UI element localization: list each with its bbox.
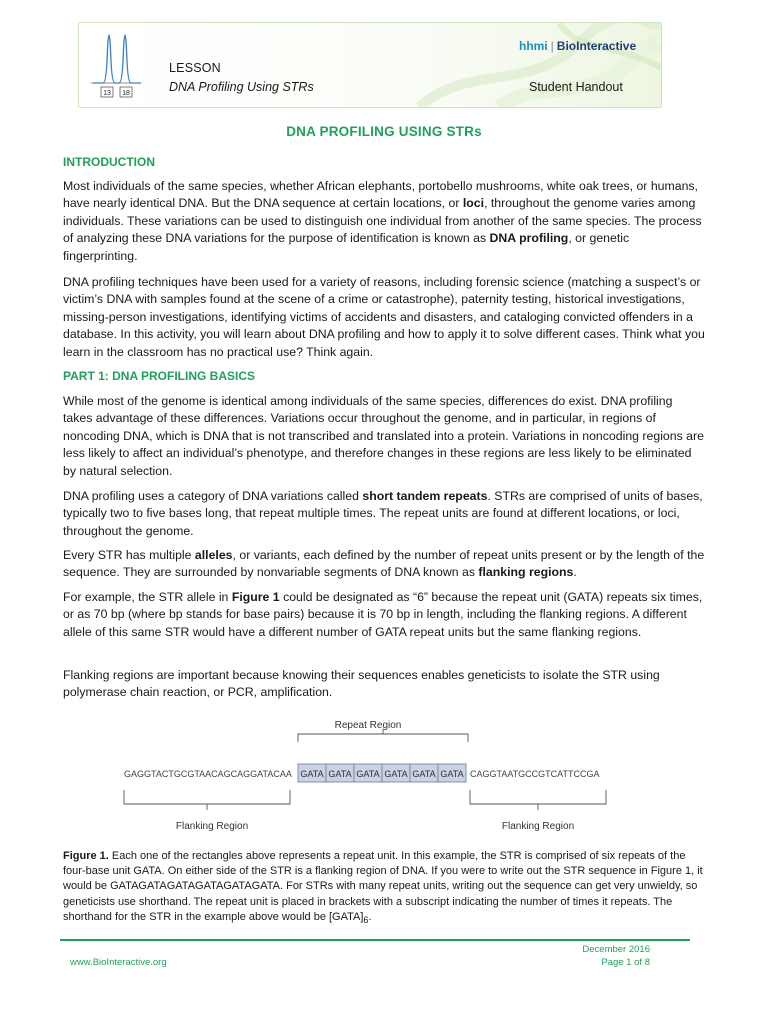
- bold-term: short tandem repeats: [362, 489, 488, 503]
- part1-paragraph-1: While most of the genome is identical among individuals of the same species, differences do exist. DNA profiling takes advantage of these differences. Variations occur throughout the genome, and in particular, in regions of noncoding DNA, which is DNA that is not transcribed and translated into a protein. Variations in noncoding regions are less likely to affect an individual’s phenotype, and therefore changes in these regions are less likely to be eliminated by natural selection.: [63, 394, 704, 478]
- peak-label-2: 18: [122, 90, 130, 97]
- bold-term: alleles: [194, 548, 233, 562]
- right-flank-label: Flanking Region: [501, 821, 575, 832]
- part1-paragraph-5: Flanking regions are important because knowing their sequences enables geneticists to isolate the STR using polymerase chain reaction, or PCR, amplification.: [63, 668, 660, 700]
- bold-term: loci: [462, 196, 485, 211]
- repeat-unit-label: GATA: [384, 769, 408, 779]
- footer-divider: [60, 939, 690, 941]
- peak-label-1: 13: [103, 90, 111, 97]
- right-flank-bracket: [470, 790, 606, 804]
- brand-biointeractive: BioInteractive: [556, 39, 637, 53]
- figure-1-str-diagram: [118, 712, 618, 842]
- brand-separator: |: [550, 39, 554, 53]
- repeat-region-bracket: [298, 734, 468, 742]
- right-flank-sequence: CAGGTAATGCCGTCATTCCGA: [470, 769, 600, 779]
- part1-heading: PART 1: DNA PROFILING BASICS: [63, 369, 256, 383]
- brand-logo: [519, 39, 636, 53]
- part1-paragraph-3: Every STR has multiple alleles, or variants, each defined by the number of repeat units present or by the length of the sequence. They are surrounded by nonvariable segments of DNA known as flanking regions.: [63, 548, 705, 580]
- caption-text: Each one of the rectangles above represents a repeat unit. In this example, the STR is comprised of six repeats of the four-base unit GATA. On either side of the STR is a flanking region of DNA. If you were to write out the STR sequence in Figure 1, it would be GATAGATAGATAGATAGATAGATA. For STRs with many repeat units, writing out the sequence can get very unwieldy, so geneticists use shorthand. The repeat unit is placed in brackets with a subscript indicating the number of times it repeats. The shorthand for the STR in the example above would be [GATA]: [63, 850, 703, 923]
- brand-hhmi: hhmi: [519, 39, 548, 53]
- str-peaks-icon: [89, 31, 143, 99]
- left-flank-bracket: [124, 790, 290, 804]
- left-flank-label: Flanking Region: [175, 821, 249, 832]
- handout-label: Student Handout: [529, 80, 623, 94]
- part1-paragraph-4: For example, the STR allele in Figure 1 could be designated as “6” because the repeat unit (GATA) repeats six times, or as 70 bp (where bp stands for base pairs) because it is 70 bp in length, including the flanking regions. A different allele of this same STR would have a different number of GATA repeat units but the same flanking regions.: [63, 590, 703, 639]
- intro-paragraph-1: Most individuals of the same species, whether African elephants, portobello mushrooms, white oak trees, or humans, have nearly identical DNA. But the DNA sequence at certain locations, or loci, throughout the genome varies among individuals. These variations can be used to distinguish one individual from another of the same species. The process of analyzing these DNA variations for the purpose of identification is known as DNA profiling, or genetic fingerprinting.: [63, 179, 702, 263]
- repeat-unit-label: GATA: [440, 769, 464, 779]
- bold-term: Figure 1: [231, 590, 280, 604]
- footer-website-link[interactable]: www.BioInteractive.org: [70, 957, 167, 968]
- bold-term: DNA profiling: [489, 231, 569, 246]
- intro-heading: INTRODUCTION: [63, 155, 155, 169]
- repeat-unit-label: GATA: [412, 769, 436, 779]
- bold-term: flanking regions: [478, 565, 574, 580]
- page-header: [78, 22, 662, 108]
- document-title: DNA PROFILING USING STRs: [286, 124, 482, 139]
- part1-paragraph-2: DNA profiling uses a category of DNA variations called short tandem repeats. STRs are comprised of units of bases, typically two to five bases long, that repeat multiple times. The repeat units are found at different locations, or loci, throughout the genome.: [63, 489, 703, 538]
- caption-subscript: 6: [363, 915, 369, 925]
- caption-end: .: [368, 910, 372, 923]
- repeat-unit-label: GATA: [356, 769, 380, 779]
- decorative-swirl: [379, 23, 661, 107]
- footer-page-number: Page 1 of 8: [601, 957, 650, 968]
- repeat-units: [298, 764, 466, 782]
- left-flank-sequence: GAGGTACTGCGTAACAGCAGGATACAA: [124, 769, 292, 779]
- lesson-title: DNA Profiling Using STRs: [169, 80, 314, 94]
- lesson-label: LESSON: [169, 61, 221, 75]
- repeat-region-label: Repeat Region: [334, 720, 402, 731]
- repeat-unit-label: GATA: [328, 769, 352, 779]
- intro-paragraph-2: DNA profiling techniques have been used for a variety of reasons, including forensic science (matching a suspect’s or victim’s DNA with samples found at the scene of a crime or catastrophe), paternity testing, historical investigations, missing-person investigations, identifying victims of accidents and disasters, and cataloging convicted offenders in a database. In this activity, you will learn about DNA profiling and how to apply it to solve different cases. Think what you learn in the classroom has no practical use? Think again.: [63, 275, 705, 359]
- footer-date: December 2016: [582, 944, 650, 955]
- figure-1-caption: [63, 849, 705, 928]
- caption-label: Figure 1.: [63, 850, 109, 862]
- repeat-unit-label: GATA: [300, 769, 324, 779]
